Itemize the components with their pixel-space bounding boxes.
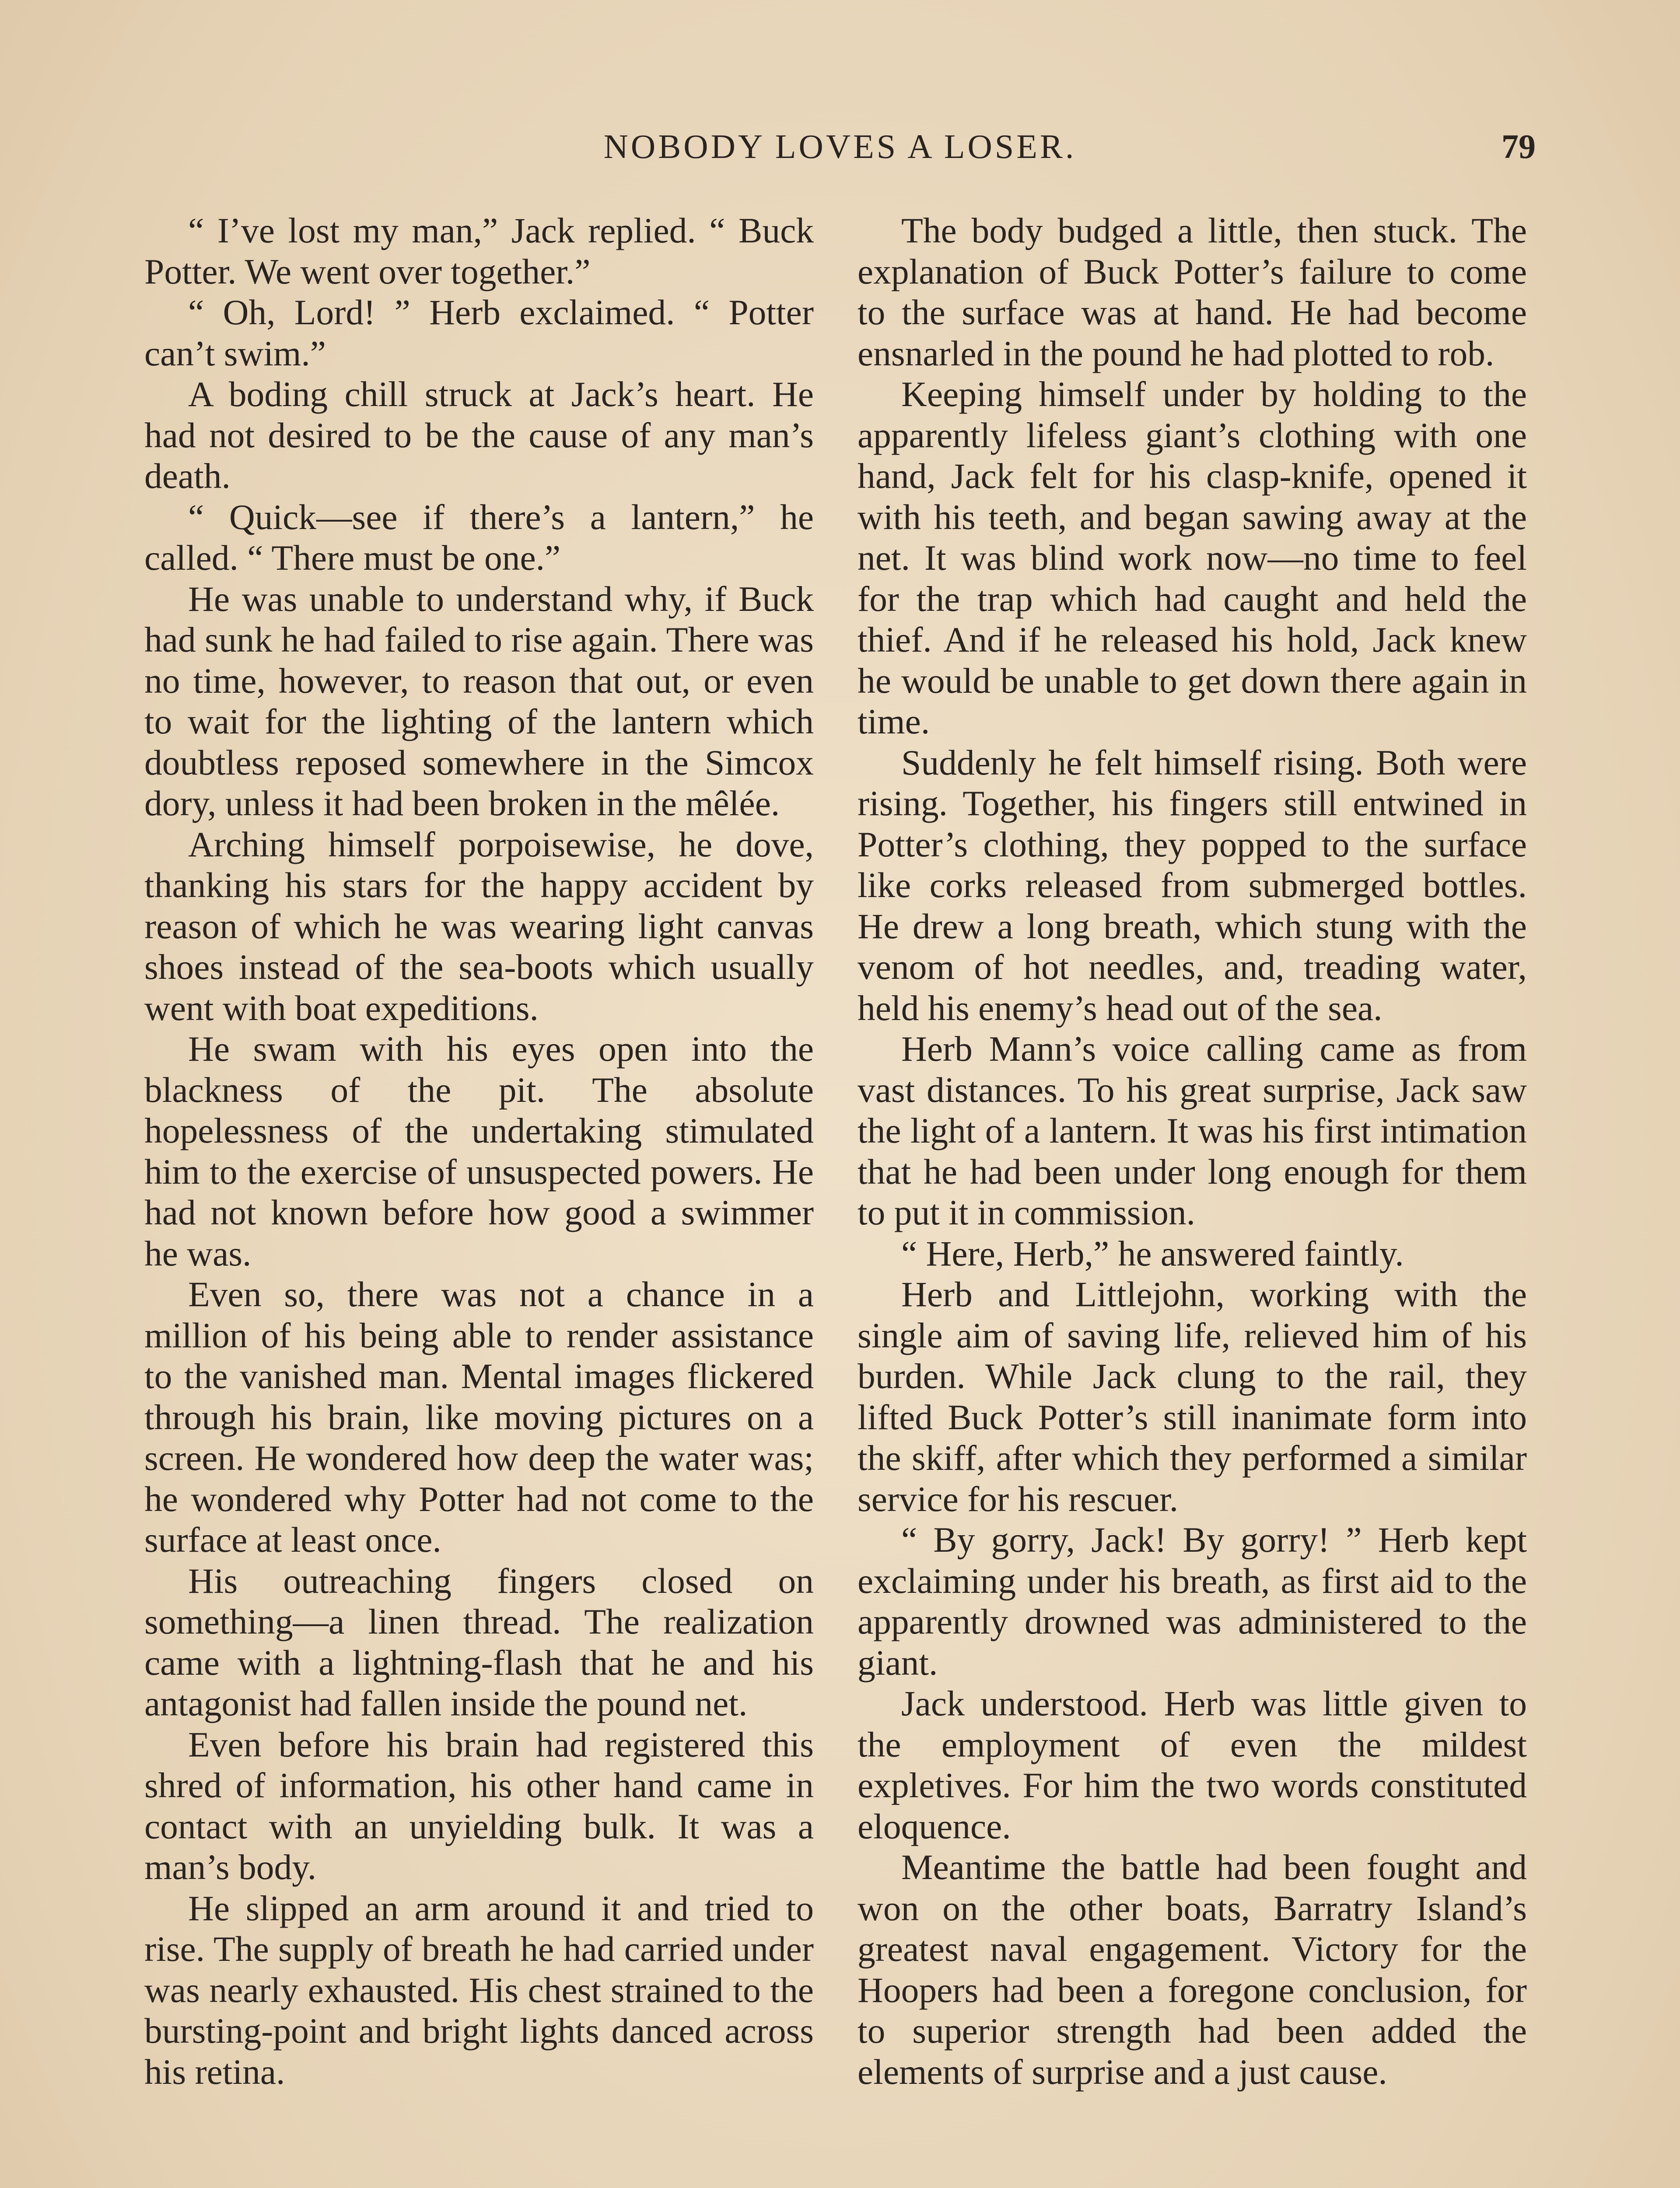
right-column	[858, 210, 1527, 2092]
paragraph: “ By gorry, Jack! By gorry! ” Herb kept exclaiming under his breath, as first aid to the apparently drowned was administered to the giant.	[858, 1520, 1527, 1683]
paragraph: “ Quick—see if there’s a lantern,” he called. “ There must be one.”	[144, 497, 814, 578]
paragraph: Even so, there was not a chance in a million of his being able to render assistance to the vanished man. Mental images flickered through his brain, like moving pictures on a screen. He wondered how deep the water was; he wondered why Potter had not come to the surface at least once.	[144, 1274, 814, 1560]
paragraph: He swam with his eyes open into the blackness of the pit. The absolute hopelessness of the undertaking stimulated him to the exercise of unsuspected powers. He had not known before how good a swimmer he was.	[144, 1029, 814, 1273]
paragraph: The body budged a little, then stuck. The explanation of Buck Potter’s failure to come to the surface was at hand. He had become ensnarled in the pound he had plotted to rob.	[858, 210, 1527, 373]
paragraph: He was unable to understand why, if Buck had sunk he had failed to rise again. There was no time, however, to reason that out, or even to wait for the lighting of the lantern which doubtless reposed somewhere in the Simcox dory, unless it had been broken in the mêlée.	[144, 579, 814, 823]
paragraph: “ Oh, Lord! ” Herb exclaimed. “ Potter can’t swim.”	[144, 292, 814, 373]
paragraph: Arching himself porpoisewise, he dove, thanking his stars for the happy accident by reason of which he was wearing light canvas shoes instead of the sea-boots which usually went with boat expeditions.	[144, 824, 814, 1028]
left-column	[144, 210, 814, 2092]
paragraph: Keeping himself under by holding to the apparently lifeless giant’s clothing with one hand, Jack felt for his clasp-knife, opened it with his teeth, and began sawing away at the net. It was blind work now—no time to feel for the trap which had caught and held the thief. And if he released his hold, Jack knew he would be unable to get down there again in time.	[858, 374, 1527, 741]
paragraph: Herb Mann’s voice calling came as from vast distances. To his great surprise, Jack saw the light of a lantern. It was his first intimation that he had been under long enough for them to put it in commission.	[858, 1029, 1527, 1232]
running-head: NOBODY LOVES A LOSER.	[603, 127, 1077, 165]
paragraph: His outreaching fingers closed on something—a linen thread. The realization came with a lightning-flash that he and his antagonist had fallen inside the pound net.	[144, 1560, 814, 1723]
paragraph: Jack understood. Herb was little given to the employment of even the mildest expletives. For him the two words constituted eloquence.	[858, 1683, 1527, 1846]
page-header	[144, 127, 1536, 175]
paragraph: Herb and Littlejohn, working with the single aim of saving life, relieved him of his burden. While Jack clung to the rail, they lifted Buck Potter’s still inanimate form into the skiff, after which they performed a similar service for his rescuer.	[858, 1274, 1527, 1519]
paragraph: A boding chill struck at Jack’s heart. He had not desired to be the cause of any man’s death.	[144, 374, 814, 496]
paragraph: “ I’ve lost my man,” Jack replied. “ Buck Potter. We went over together.”	[144, 210, 814, 291]
paragraph: “ Here, Herb,” he answered faintly.	[901, 1233, 1404, 1273]
paragraph: Meantime the battle had been fought and won on the other boats, Barratry Island’s greatest naval engagement. Victory for the Hoopers had been a foregone conclusion, for to superior strength had been added the elements of surprise and a just cause.	[858, 1847, 1527, 2092]
page-number: 79	[1502, 127, 1536, 165]
paragraph: He slipped an arm around it and tried to rise. The supply of breath he had carried under was nearly exhausted. His chest strained to the bursting-point and bright lights danced across his retina.	[144, 1888, 814, 2092]
paragraph: Suddenly he felt himself rising. Both were rising. Together, his fingers still entwined in Potter’s clothing, they popped to the surface like corks released from submerged bottles. He drew a long breath, which stung with the venom of hot needles, and, treading water, held his enemy’s head out of the sea.	[858, 742, 1527, 1028]
paragraph: Even before his brain had registered this shred of information, his other hand came in contact with an unyielding bulk. It was a man’s body.	[144, 1724, 814, 1887]
